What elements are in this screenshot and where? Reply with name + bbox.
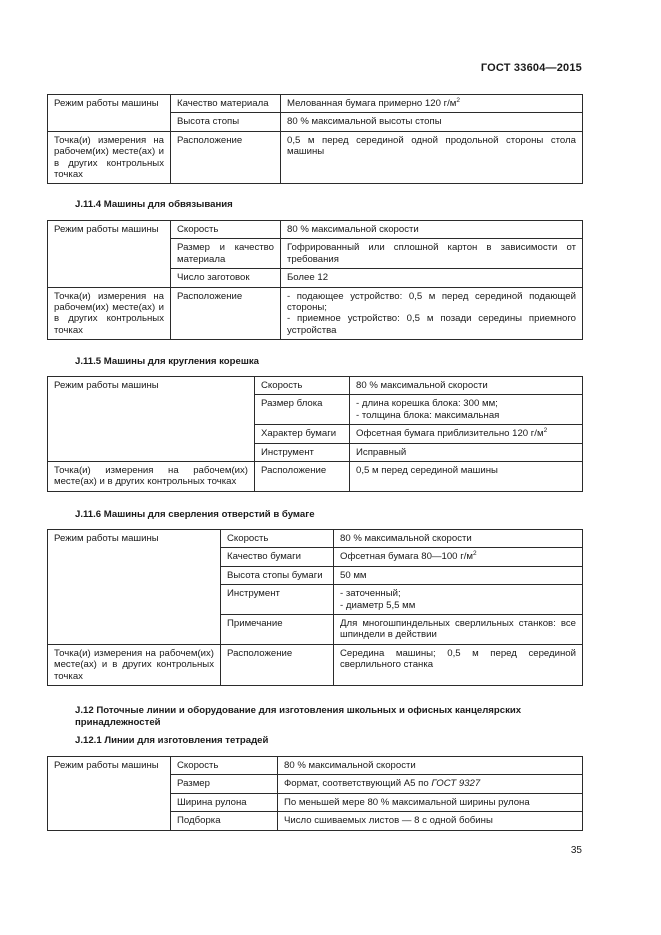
points-label-cell: Точка(и) измерения на рабочем(их) месте(ах) и в других контрольных точках (48, 287, 171, 340)
mode-label-cell: Режим работы машины (48, 95, 171, 132)
table-measurement-conditions-4 (47, 529, 583, 686)
value-cell (350, 395, 583, 425)
param-cell: Расположение (221, 644, 334, 685)
table-row (48, 530, 583, 548)
value-cell (334, 585, 583, 615)
value-cell: Офсетная бумага приблизительно 120 $г/м^2$ (350, 425, 583, 443)
list-item: - подающее устройство: 0,5 м перед серединой подающей стороны; (287, 290, 576, 314)
table-row (48, 757, 583, 775)
value-cell: Более 12 (281, 269, 583, 287)
section-heading-j114: J.11.4 Машины для обвязывания (75, 199, 233, 210)
list-item: - толщина блока: максимальная (356, 409, 500, 421)
param-cell: Скорость (171, 757, 278, 775)
value-cell: Офсетная бумага 80—100 $г/м^2$ (334, 548, 583, 566)
param-cell: Высота стопы бумаги (221, 566, 334, 584)
value-cell: 0,5 м перед серединой машины (350, 462, 583, 492)
points-label-cell: Точка(и) измерения на рабочем(их) месте(ах) и в других контрольных точках (48, 644, 221, 685)
table-row (48, 95, 583, 113)
list-item: - заточенный; (340, 588, 401, 600)
value-cell: Для многошпиндельных сверлильных станков: все шпиндели в действии (334, 615, 583, 645)
table-measurement-conditions-1 (47, 94, 583, 184)
param-cell: Инструмент (255, 443, 350, 461)
value-cell: Исправный (350, 443, 583, 461)
param-cell: Размер блока (255, 395, 350, 425)
mode-label-cell: Режим работы машины (48, 530, 221, 645)
value-cell: 0,5 м перед серединой одной продольной стороны стола машины (281, 131, 583, 184)
value-cell: 80 % максимальной скорости (350, 377, 583, 395)
table-row (48, 644, 583, 685)
section-heading-j121: J.12.1 Линии для изготовления тетрадей (75, 735, 269, 746)
table-measurement-conditions-3 (47, 376, 583, 492)
param-cell: Качество бумаги (221, 548, 334, 566)
value-cell: Формат, соответствующий А5 по ГОСТ 9327 (278, 775, 583, 793)
param-cell: Характер бумаги (255, 425, 350, 443)
param-cell: Число заготовок (171, 269, 281, 287)
list-item: - длина корешка блока: 300 мм; (356, 398, 498, 410)
param-cell: Качество материала (171, 95, 281, 113)
param-cell: Скорость (171, 221, 281, 239)
value-cell: По меньшей мере 80 % максимальной ширины рулона (278, 793, 583, 811)
value-cell: Число сшиваемых листов — 8 с одной бобины (278, 812, 583, 830)
param-cell: Размер (171, 775, 278, 793)
param-cell: Размер и качество материала (171, 239, 281, 269)
param-cell: Высота стопы (171, 113, 281, 131)
value-cell (281, 287, 583, 340)
table-measurement-conditions-2 (47, 220, 583, 340)
value-cell: Середина машины; 0,5 м перед серединой сверлильного станка (334, 644, 583, 685)
table-row (48, 287, 583, 340)
value-cell: 80 % максимальной скорости (281, 221, 583, 239)
standard-reference: ГОСТ 9327 (431, 778, 481, 790)
mode-label-cell: Режим работы машины (48, 221, 171, 288)
param-cell: Расположение (255, 462, 350, 492)
value-cell: 80 % максимальной высоты стопы (281, 113, 583, 131)
section-heading-j115: J.11.5 Машины для кругления корешка (75, 356, 259, 367)
list-item: - диаметр 5,5 мм (340, 599, 416, 611)
param-cell: Скорость (221, 530, 334, 548)
table-row (48, 221, 583, 239)
document-number: ГОСТ 33604—2015 (480, 62, 582, 74)
points-label-cell: Точка(и) измерения на рабочем(их) месте(ах) и в других контрольных точках (48, 462, 255, 492)
table-row (48, 462, 583, 492)
table-measurement-conditions-5 (47, 756, 583, 831)
param-cell: Скорость (255, 377, 350, 395)
section-heading-j116: J.11.6 Машины для сверления отверстий в бумаге (75, 509, 315, 520)
table-row (48, 131, 583, 184)
section-heading-j12: J.12 Поточные линии и оборудование для изготовления школьных и офисных канцелярских принадлежностей (75, 705, 522, 728)
page-number: 35 (570, 845, 582, 856)
param-cell: Ширина рулона (171, 793, 278, 811)
param-cell: Расположение (171, 131, 281, 184)
param-cell: Примечание (221, 615, 334, 645)
value-cell: 80 % максимальной скорости (278, 757, 583, 775)
value-cell: 80 % максимальной скорости (334, 530, 583, 548)
value-cell: Гофрированный или сплошной картон в зависимости от требования (281, 239, 583, 269)
param-cell: Подборка (171, 812, 278, 830)
table-row (48, 377, 583, 395)
value-cell: 50 мм (334, 566, 583, 584)
param-cell: Расположение (171, 287, 281, 340)
param-cell: Инструмент (221, 585, 334, 615)
points-label-cell: Точка(и) измерения на рабочем(их) месте(ах) и в других контрольных точках (48, 131, 171, 184)
mode-label-cell: Режим работы машины (48, 377, 255, 462)
list-item: - приемное устройство: 0,5 м позади середины приемного устройства (287, 313, 576, 336)
mode-label-cell: Режим работы машины (48, 757, 171, 831)
value-cell: Мелованная бумага примерно 120 $г/м^2$ (281, 95, 583, 113)
